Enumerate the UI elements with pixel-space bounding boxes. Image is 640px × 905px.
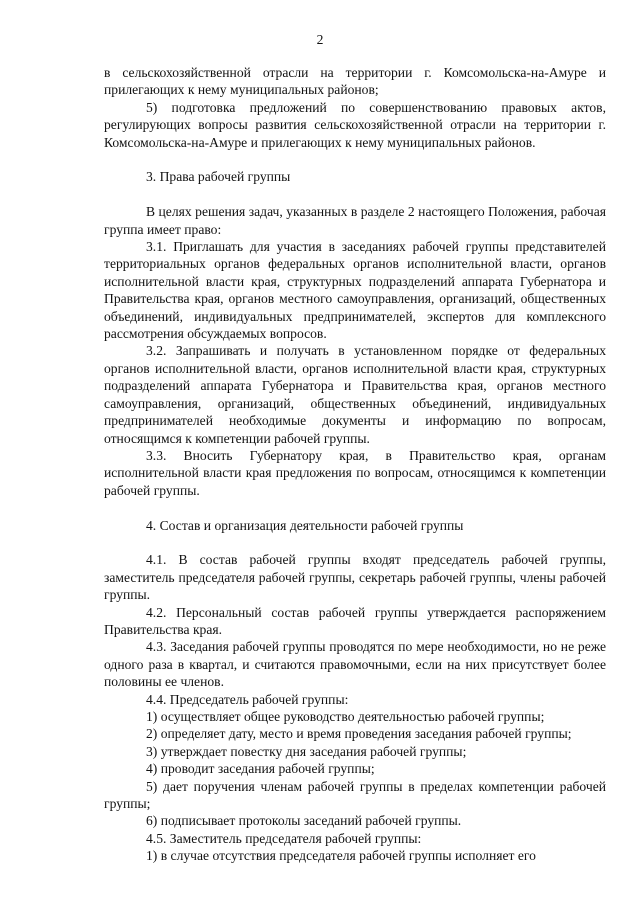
paragraph: 4.5. Заместитель председателя рабочей группы: [146,830,422,846]
paragraph: В целях решения задач, указанных в разделе 2 настоящего Положения, рабочая группа имеет право: [104,204,606,237]
list-item: 2) определяет дату, место и время проведения заседания рабочей группы; [146,726,572,742]
list-item: 6) подписывает протоколы заседаний рабочей группы. [146,813,462,829]
paragraph: 4.4. Председатель рабочей группы: [146,691,349,707]
list-item: 3) утверждает повестку дня заседания рабочей группы; [146,743,467,759]
paragraph: 3.3. Вносить Губернатору края, в Правительство края, органам исполнительной власти края предложения по вопросам, относящимся к компетенции рабочей группы. [104,447,606,498]
document-body [104,64,606,865]
paragraph: 4.1. В состав рабочей группы входят председатель рабочей группы, заместитель председателя рабочей группы, секретарь рабочей группы, члены рабочей группы. [104,552,606,603]
paragraph: 3.1. Приглашать для участия в заседаниях рабочей группы представителей территориальных органов федеральных органов исполнительной власти, органов исполнительной власти края, структурных подразделений аппарата Губернатора и Правительства края, органов местного самоуправления, организаций, общественных объединений, индивидуальных предпринимателей, экспертов для комплексного рассмотрения обсуждаемых вопросов. [104,239,606,342]
paragraph: 3.2. Запрашивать и получать в установленном порядке от федеральных органов исполнительной власти, органов исполнительной власти края, структурных подразделений аппарата Губернатора и Правительства края, органов местного самоуправления, организаций, общественных объединений, индивидуальных предпринимателей необходимые документы и информацию по вопросам, относящимся к компетенции рабочей группы. [104,343,606,446]
paragraph: 4.3. Заседания рабочей группы проводятся по мере необходимости, но не реже одного раза в квартал, и считаются правомочными, если на них присутствует более половины ее членов. [104,639,606,690]
paragraph: в сельскохозяйственной отрасли на территории г. Комсомольска-на-Амуре и прилегающих к нему муниципальных районов; [104,65,606,98]
list-item: 4) проводит заседания рабочей группы; [146,761,375,777]
section-heading: 4. Состав и организация деятельности рабочей группы [146,517,464,533]
list-item: 5) дает поручения членам рабочей группы в пределах компетенции рабочей группы; [104,778,606,811]
paragraph: 4.2. Персональный состав рабочей группы утверждается распоряжением Правительства края. [104,604,606,637]
page-number: 2 [316,32,324,47]
section-heading: 3. Права рабочей группы [146,169,291,185]
list-item: 1) осуществляет общее руководство деятельностью рабочей группы; [146,708,545,724]
paragraph: 5) подготовка предложений по совершенствованию правовых актов, регулирующих вопросы развития сельскохозяйственной отрасли на территории г. Комсомольска-на-Амуре и прилегающих к нему муниципальных районов. [104,99,606,150]
list-item: 1) в случае отсутствия председателя рабочей группы исполняет его [146,848,536,864]
